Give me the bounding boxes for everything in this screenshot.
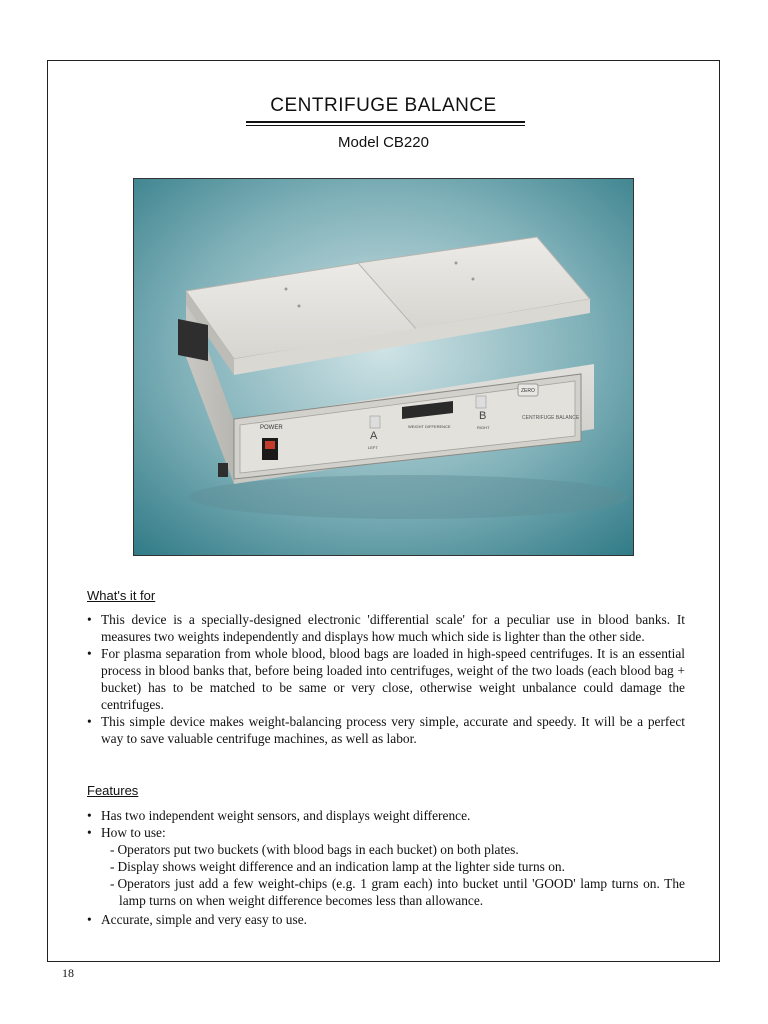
side-handle [178, 319, 208, 361]
list-item: • How to use: [87, 825, 166, 840]
bullet-icon: • [87, 808, 92, 823]
page-title: CENTRIFUGE BALANCE [270, 95, 497, 116]
bullet-icon: • [87, 646, 92, 661]
bullet-icon: • [87, 714, 92, 729]
power-label: POWER [260, 425, 283, 431]
page-frame [47, 60, 720, 962]
step-item: - Operators just add a few weight-chips (e.g. 1 gram each) into bucket until 'GOOD' lamp turns on. The lamp turns on when weight difference becomes less than allowance. [110, 876, 685, 908]
how-to-use-steps [81, 841, 685, 909]
model-subtitle: Model CB220 [338, 134, 429, 151]
list-item: • Has two independent weight sensors, and displays weight difference. [87, 808, 471, 823]
features-list [81, 807, 685, 841]
display-caption: WEIGHT DIFFERENCE [408, 424, 451, 429]
brand-label: CENTRIFUGE BALANCE [522, 415, 580, 421]
step-item: - Operators put two buckets (with blood bags in each bucket) on both plates. [110, 842, 519, 857]
product-photo [133, 178, 634, 556]
list-item: • Accurate, simple and very easy to use. [87, 912, 307, 927]
title-rule-thick [246, 121, 525, 123]
features-list-end [81, 911, 685, 928]
whats-it-for-list [81, 611, 685, 747]
page-number: 18 [62, 966, 74, 980]
title-rule-thin [246, 125, 525, 126]
features-heading: Features [87, 783, 139, 798]
list-item: • For plasma separation from whole blood, blood bags are loaded in high-speed centrifuges. It is an essential process in blood banks that, before being loaded into centrifuges, weight of the two loads (each blood bag + bucket) has to be matched to be same or very close, otherwise weight unbalance could damage the centrifuges. [87, 646, 685, 712]
side-b-label: B [479, 410, 487, 422]
side-b-caption: RIGHT [477, 425, 490, 430]
step-item: - Display shows weight difference and an indication lamp at the lighter side turns on. [110, 859, 565, 874]
list-item: • This device is a specially-designed electronic 'differential scale' for a peculiar use in blood banks. It measures two weights independently and displays how much which side is lighter than the other side. [87, 612, 685, 644]
bullet-icon: • [87, 825, 92, 840]
bullet-icon: • [87, 912, 92, 927]
side-a-caption: LEFT [368, 445, 378, 450]
bullet-icon: • [87, 612, 92, 627]
side-a-label: A [370, 430, 378, 442]
whats-it-for-heading: What's it for [87, 588, 156, 603]
list-item: • This simple device makes weight-balancing process very simple, accurate and speedy. It will be a perfect way to save valuable centrifuge machines, as well as labor. [87, 714, 685, 746]
zero-label: ZERO [521, 388, 535, 394]
